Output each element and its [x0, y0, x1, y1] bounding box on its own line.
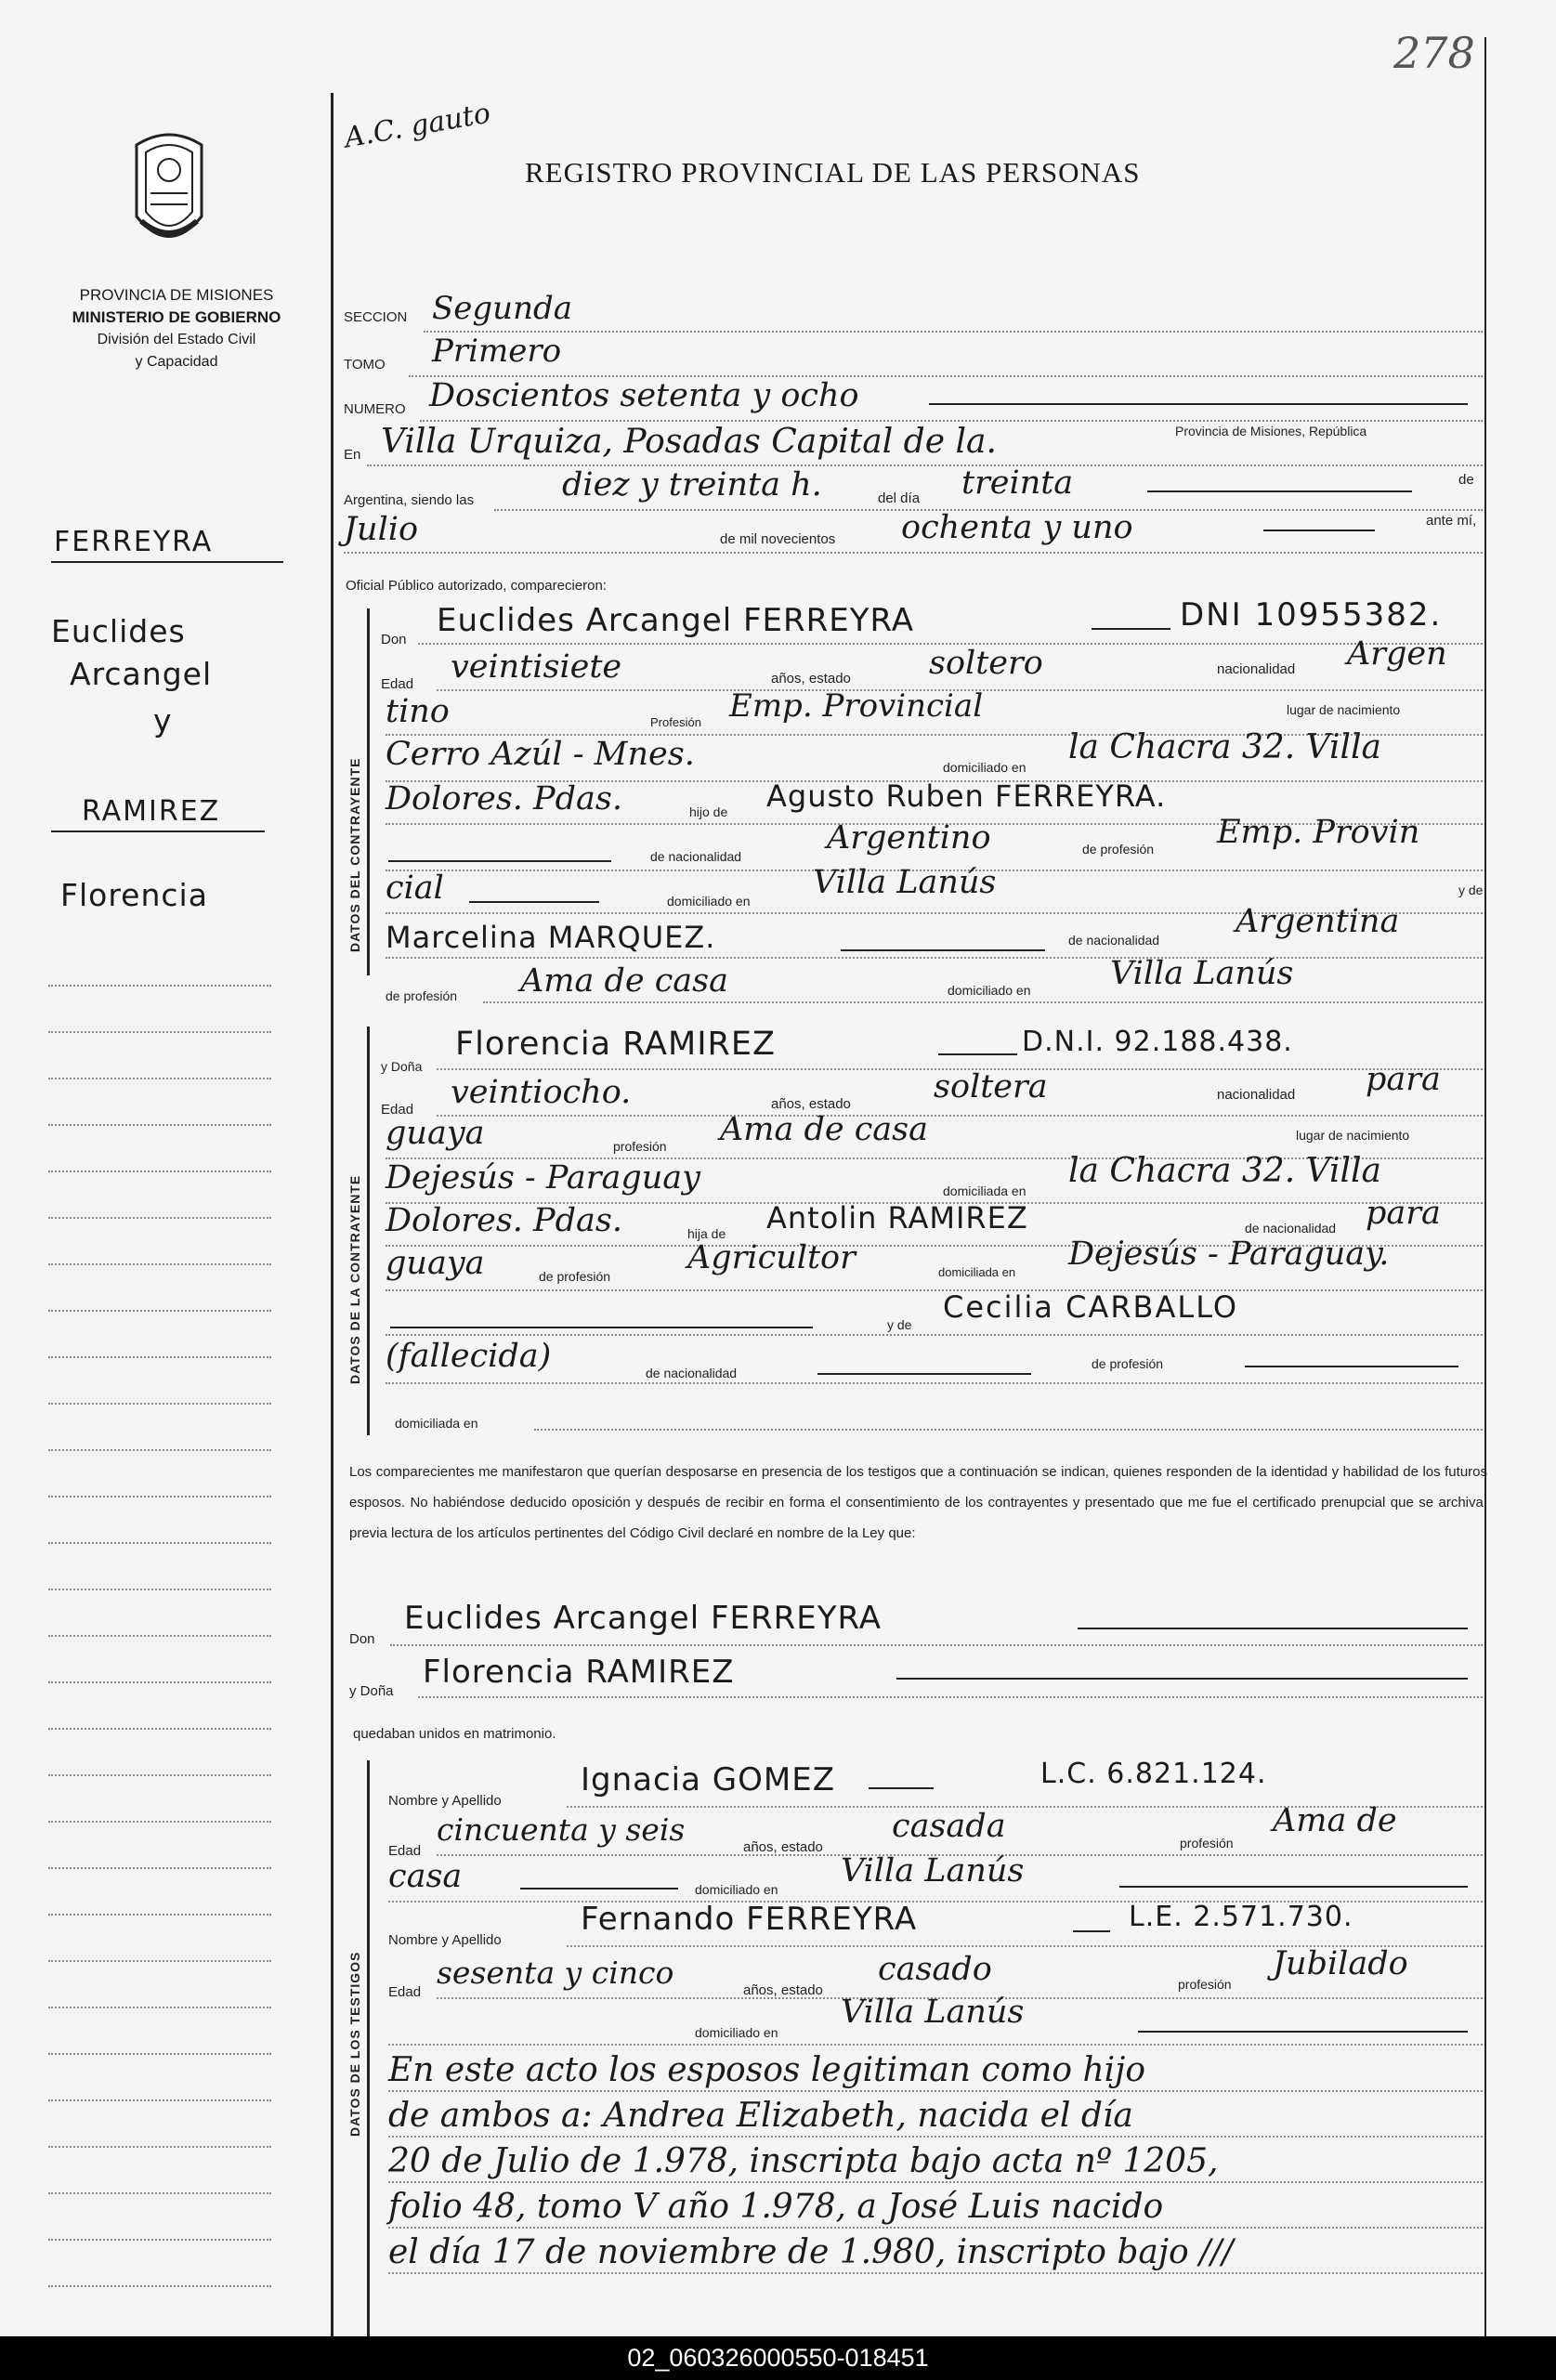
- groom-de-prof-label: de profesión: [1082, 842, 1155, 857]
- bride-lugar-nac: Dejesús - Paraguay: [386, 1159, 700, 1197]
- w1-edad: cincuenta y seis: [437, 1811, 686, 1848]
- groom-estado-label: años, estado: [771, 671, 851, 687]
- bride-nacionalidad-label: nacionalidad: [1217, 1087, 1296, 1103]
- tomo-value: Primero: [432, 333, 562, 370]
- bride-madre-prof-label: de profesión: [1092, 1356, 1164, 1371]
- margin-underline-2: [51, 830, 265, 832]
- anio-dash: [1263, 530, 1375, 531]
- seccion-line: [424, 331, 1483, 333]
- bride-madre: Cecilia CARBALLO: [943, 1289, 1239, 1325]
- lugar-value: Villa Urquiza, Posadas Capital de la.: [381, 423, 997, 461]
- argentina-label: Argentina, siendo las: [344, 492, 475, 508]
- en-label: En: [344, 447, 361, 463]
- bride-hija-label: hija de: [687, 1226, 726, 1241]
- bride-madre-nac-label: de nacionalidad: [646, 1366, 738, 1380]
- page-number: 278: [1393, 28, 1475, 78]
- note-rule: [388, 2227, 1483, 2229]
- quedaban-label: quedaban unidos en matrimonio.: [353, 1726, 556, 1742]
- bride-estado-label: años, estado: [771, 1096, 851, 1112]
- union-don-label: Don: [349, 1631, 375, 1647]
- bride-padre-dom-label: domiciliada en: [938, 1265, 1016, 1279]
- numero-label: NUMERO: [344, 401, 406, 417]
- w2-nombre-label: Nombre y Apellido: [388, 1932, 502, 1948]
- dia-value: treinta: [961, 464, 1074, 502]
- note-rule: [388, 2136, 1483, 2138]
- note-line: folio 48, tomo V año 1.978, a José Luis nacido: [388, 2188, 1164, 2226]
- groom-padre-nac-dash: [388, 860, 611, 862]
- bride-name-dash: [938, 1053, 1017, 1055]
- w2-edad-label: Edad: [388, 1984, 422, 2000]
- bride-madre-nac-dash: [817, 1373, 1031, 1375]
- right-edge-rule: [1484, 37, 1486, 2336]
- mes-value: Julio: [344, 511, 419, 548]
- main-margin-rule: [331, 93, 333, 2336]
- bride-padre-nac-a: para: [1366, 1195, 1441, 1232]
- w1-estado: casada: [892, 1808, 1006, 1845]
- w1-profesion-label: profesión: [1180, 1836, 1234, 1850]
- numero-value: Doscientos setenta y ocho: [429, 377, 859, 414]
- union-don-dash: [1078, 1628, 1468, 1629]
- groom-padre-prof-b: cial: [386, 870, 444, 907]
- groom-dni: DNI 10955382.: [1180, 596, 1443, 634]
- groom-estado: soltero: [929, 645, 1043, 682]
- bride-section-label: DATOS DE LA CONTRAYENTE: [347, 1174, 362, 1384]
- oficial-label: Oficial Público autorizado, comparecieron:: [346, 578, 607, 594]
- legitimation-note: [388, 2047, 1234, 2275]
- bride-profesion: Ama de casa: [720, 1111, 928, 1148]
- groom-profesion-label: Profesión: [650, 715, 701, 729]
- w2-doc: L.E. 2.571.730.: [1129, 1901, 1353, 1933]
- bride-y-de-label: y de: [887, 1317, 912, 1332]
- w2-profesion: Jubilado: [1273, 1945, 1408, 1982]
- note-rule: [388, 2272, 1483, 2274]
- w2-estado-label: años, estado: [743, 1982, 823, 1998]
- w2-profesion-label: profesión: [1178, 1977, 1232, 1992]
- groom-section-label: DATOS DEL CONTRAYENTE: [347, 757, 362, 952]
- margin-conjunction: y: [153, 702, 174, 739]
- note-line: de ambos a: Andrea Elizabeth, nacida el día: [388, 2097, 1133, 2135]
- groom-edad-label: Edad: [381, 676, 414, 692]
- groom-profesion: Emp. Provincial: [729, 687, 984, 725]
- groom-name: Euclides Arcangel FERREYRA: [437, 602, 915, 639]
- union-dona-label: y Doña: [349, 1683, 394, 1699]
- bride-madre-dom-line: [534, 1429, 1483, 1431]
- groom-madre-prof-line: [483, 1001, 1483, 1003]
- margin-surname-1: FERREYRA: [54, 526, 214, 558]
- note-rule: [388, 2181, 1483, 2183]
- bride-profesion-label: profesión: [613, 1139, 667, 1154]
- w1-prof-dash: [520, 1888, 678, 1890]
- mes-line: [344, 552, 1483, 554]
- groom-lugar-label: lugar de nacimiento: [1287, 702, 1401, 717]
- w1-nombre-label: Nombre y Apellido: [388, 1793, 502, 1809]
- seccion-value: Segunda: [432, 290, 573, 327]
- bride-padre-prof-line: [386, 1289, 1483, 1291]
- bride-domicilio-label: domiciliada en: [943, 1183, 1026, 1198]
- note-line: el día 17 de noviembre de 1.980, inscripto bajo ///: [388, 2233, 1234, 2271]
- anio-value: ochenta y uno: [901, 509, 1133, 546]
- bride-padre: Antolin RAMIREZ: [766, 1200, 1028, 1236]
- bride-madre-dom-label: domiciliada en: [395, 1416, 478, 1431]
- groom-madre: Marcelina MARQUEZ.: [386, 920, 716, 955]
- groom-madre-prof: Ama de casa: [520, 962, 728, 1000]
- groom-madre-dash: [841, 949, 1045, 951]
- bride-madre-dash: [390, 1327, 813, 1328]
- w1-doc: L.C. 6.821.124.: [1040, 1758, 1267, 1790]
- issuer-block: [37, 284, 316, 373]
- groom-de-nac-label: de nacionalidad: [650, 849, 742, 864]
- w1-edad-label: Edad: [388, 1843, 422, 1859]
- footer-id: 02_060326000550-018451: [627, 2344, 929, 2372]
- bride-edad-label: Edad: [381, 1102, 414, 1118]
- groom-madre-line: [386, 957, 1483, 959]
- bride-domicilio-a: la Chacra 32. Villa: [1068, 1152, 1381, 1190]
- provincial-seal-icon: [123, 128, 216, 256]
- bride-estado: soltera: [934, 1068, 1048, 1105]
- groom-madre-nac-label: de nacionalidad: [1068, 933, 1160, 948]
- groom-padre-prof-a: Emp. Provin: [1217, 814, 1420, 851]
- groom-section-rule: [367, 608, 370, 975]
- w2-nombre: Fernando FERREYRA: [581, 1901, 918, 1938]
- issuer-line-3: División del Estado Civil: [97, 332, 256, 347]
- bride-domicilio-b: Dolores. Pdas.: [386, 1202, 622, 1239]
- w2-dom-dash: [1138, 2031, 1468, 2033]
- w1-estado-label: años, estado: [743, 1839, 823, 1855]
- groom-padre-dom-label: domiciliado en: [667, 894, 751, 909]
- groom-don-label: Don: [381, 632, 407, 647]
- bride-padre-prof-label: de profesión: [539, 1269, 611, 1284]
- groom-padre-nac: Argentino: [827, 819, 991, 857]
- numero-dash: [929, 403, 1468, 405]
- bride-padre-nac-label: de nacionalidad: [1245, 1221, 1337, 1236]
- groom-domicilio-a: la Chacra 32. Villa: [1068, 728, 1381, 766]
- w2-nombre-dash: [1073, 1930, 1110, 1932]
- footer-bar: [0, 2336, 1556, 2380]
- bride-padre-prof: Agricultor: [687, 1239, 856, 1276]
- annotation-note: A.C. gauto: [342, 97, 493, 155]
- note-rule: [388, 2090, 1483, 2092]
- bride-padre-dom: Dejesús - Paraguay.: [1068, 1236, 1390, 1273]
- bride-dona-label: y Doña: [381, 1059, 423, 1074]
- groom-domicilio-b: Dolores. Pdas.: [386, 780, 622, 817]
- union-dona-dash: [896, 1678, 1468, 1680]
- ante-mi-label: ante mí,: [1426, 513, 1477, 529]
- dia-dash: [1147, 490, 1412, 492]
- provincia-label: Provincia de Misiones, República: [1175, 424, 1367, 438]
- union-don: Euclides Arcangel FERREYRA: [404, 1600, 883, 1637]
- w2-domicilio: Villa Lanús: [841, 1994, 1025, 2031]
- w2-estado: casado: [878, 1951, 992, 1988]
- union-don-line: [390, 1644, 1483, 1646]
- de-label: de: [1458, 472, 1474, 488]
- bride-edad-line: [437, 1115, 1483, 1117]
- groom-padre-dom-dash: [469, 901, 599, 903]
- bride-nacionalidad-b: guaya: [386, 1115, 485, 1152]
- issuer-line-2: MINISTERIO DE GOBIERNO: [72, 308, 281, 326]
- w1-nombre: Ignacia GOMEZ: [581, 1761, 835, 1798]
- groom-madre-prof-label: de profesión: [386, 988, 458, 1003]
- w1-domicilio: Villa Lanús: [841, 1852, 1025, 1890]
- bride-lugar-label: lugar de nacimiento: [1296, 1128, 1410, 1143]
- bride-edad: veintiocho.: [451, 1074, 632, 1111]
- w1-nombre-dash: [869, 1787, 934, 1789]
- margin-given-1b: Arcangel: [70, 656, 213, 692]
- w2-domicilio-line: [388, 2044, 1483, 2046]
- witness-section-rule: [367, 1760, 370, 2336]
- de-mil-label: de mil novecientos: [720, 531, 836, 547]
- bride-madre-estado: (fallecida): [386, 1338, 552, 1375]
- bride-dni: D.N.I. 92.188.438.: [1022, 1026, 1293, 1058]
- margin-surname-2: RAMIREZ: [82, 795, 221, 828]
- union-dona-line: [418, 1696, 1483, 1698]
- numero-line: [420, 420, 1483, 422]
- note-line: En este acto los esposos legitiman como hijo: [388, 2051, 1145, 2089]
- groom-madre-dom-label: domiciliado en: [948, 983, 1031, 998]
- groom-madre-nac: Argentina: [1236, 903, 1400, 940]
- document-title: REGISTRO PROVINCIAL DE LAS PERSONAS: [525, 156, 1141, 189]
- tomo-label: TOMO: [344, 357, 386, 373]
- bride-section-rule: [367, 1027, 370, 1435]
- del-dia-label: del día: [878, 490, 921, 506]
- groom-nacionalidad-b: tino: [386, 693, 450, 730]
- groom-madre-dom: Villa Lanús: [1110, 955, 1294, 992]
- groom-y-de-label: y de: [1458, 883, 1484, 897]
- groom-nacionalidad-a: Argen: [1347, 635, 1447, 673]
- w1-profesion-b: casa: [388, 1858, 463, 1895]
- w2-edad: sesenta y cinco: [437, 1955, 674, 1991]
- groom-nacionalidad-label: nacionalidad: [1217, 661, 1296, 677]
- groom-lugar-nac: Cerro Azúl - Mnes.: [386, 736, 695, 773]
- issuer-line-4: y Capacidad: [135, 354, 218, 370]
- bride-nacionalidad-a: para: [1366, 1061, 1441, 1098]
- lugar-line: [367, 464, 1483, 466]
- seccion-label: SECCION: [344, 309, 408, 325]
- union-dona: Florencia RAMIREZ: [423, 1654, 735, 1691]
- groom-edad: veintisiete: [451, 648, 622, 686]
- hora-value: diez y treinta h.: [562, 466, 822, 503]
- w2-domicilio-label: domiciliado en: [695, 2025, 778, 2040]
- groom-domicilio-label: domiciliado en: [943, 760, 1026, 775]
- w1-domicilio-label: domiciliado en: [695, 1882, 778, 1897]
- bride-padre-nac-b: guaya: [386, 1245, 485, 1282]
- bride-name: Florencia RAMIREZ: [455, 1026, 776, 1063]
- bride-madre-line: [386, 1334, 1483, 1336]
- declaration-text: Los comparecientes me manifestaron que querían desposarse en presencia de los testigos que a continuación se indican, quienes responden de la identidad y habilidad de los futuros esposos. No habiéndose deducido oposición y después de recibir en forma el consentimiento de los contrayentes y presentado que me fue el certificado prenupcial que se archiva, previa lectura de los artículos pertinentes del Código Civil declaré en nombre de la Ley que:: [349, 1464, 1487, 1541]
- bride-madre-nac-line: [386, 1382, 1483, 1384]
- margin-given-2: Florencia: [60, 877, 208, 913]
- groom-name-dash: [1092, 628, 1170, 630]
- groom-padre-dom: Villa Lanús: [813, 864, 997, 901]
- bride-madre-prof-dash: [1245, 1366, 1458, 1367]
- w1-profesion-a: Ama de: [1273, 1802, 1397, 1839]
- groom-hijo-label: hijo de: [689, 804, 728, 819]
- witness-section-label: DATOS DE LOS TESTIGOS: [347, 1951, 362, 2137]
- note-line: 20 de Julio de 1.978, inscripta bajo acta nº 1205,: [388, 2142, 1219, 2180]
- margin-underline-1: [51, 561, 283, 563]
- w1-dom-dash: [1119, 1886, 1468, 1888]
- margin-given-1a: Euclides: [51, 613, 186, 649]
- issuer-line-1: PROVINCIA DE MISIONES: [79, 286, 274, 304]
- groom-padre: Agusto Ruben FERREYRA.: [766, 778, 1167, 814]
